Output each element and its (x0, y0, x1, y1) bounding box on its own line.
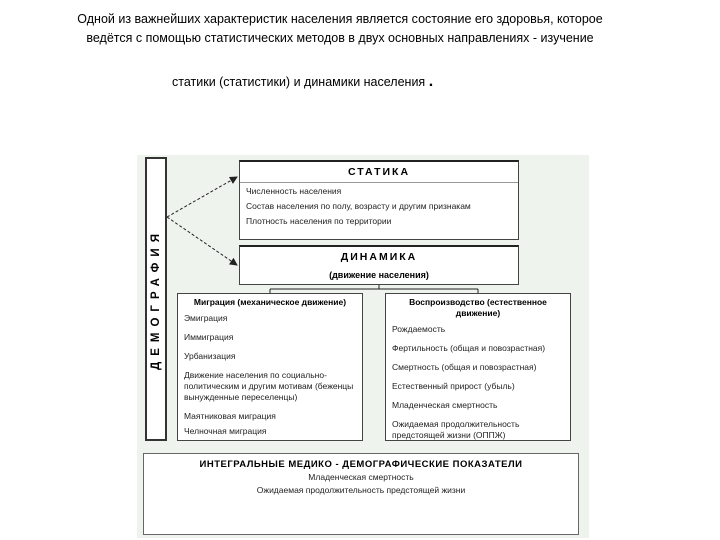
intro-line-1: Одной из важнейших характеристик населения является состояние его здоровья, которое (77, 12, 603, 26)
reproduction-item: Смертность (общая и повозрастная) (392, 362, 537, 372)
migration-item: Движение населения по социально-политическим и другим мотивам (беженцы вынужденные переселенцы) (184, 370, 354, 402)
migration-item: Иммиграция (184, 332, 234, 342)
intro-line-3 (172, 72, 492, 92)
reproduction-title: Воспроизводство (естественное движение) (409, 297, 547, 318)
statika-title: СТАТИКА (240, 162, 518, 183)
arrow-to-statika (167, 177, 237, 217)
demography-vertical-box (145, 157, 167, 441)
migration-item: Урбанизация (184, 351, 236, 361)
demography-label: ДЕМОГРАФИЯ (150, 228, 162, 370)
migration-title: Миграция (механическое движение) (193, 297, 347, 307)
intro-line-2: ведётся с помощью статистических методов в двух основных направлениях - изучение (86, 31, 594, 45)
reproduction-item: Фертильность (общая и повозрастная) (392, 343, 546, 353)
reproduction-item: Рождаемость (392, 324, 446, 334)
demography-diagram (137, 155, 589, 538)
statika-item: Численность населения (246, 186, 342, 196)
intro-text (20, 10, 660, 90)
migration-item: Челночная миграция (184, 426, 267, 436)
reproduction-item: Естественный прирост (убыль) (392, 381, 515, 391)
migration-box (177, 293, 363, 441)
dinamika-subtitle: (движение населения) (329, 270, 429, 280)
reproduction-box (385, 293, 571, 441)
statika-box (239, 160, 519, 240)
integral-title: ИНТЕГРАЛЬНЫЕ МЕДИКО - ДЕМОГРАФИЧЕСКИЕ ПОКАЗАТЕЛИ (199, 459, 523, 470)
reproduction-item: Ожидаемая продолжительность предстоящей жизни (ОППЖ) (392, 419, 520, 440)
intro-line-3-text: статики (статистики) и динамики населения (172, 75, 426, 89)
statika-item: Плотность населения по территории (246, 216, 392, 226)
arrow-to-dinamika (167, 217, 237, 265)
dinamika-box (239, 245, 519, 285)
integral-item: Младенческая смертность (308, 472, 414, 482)
integral-item: Ожидаемая продолжительность предстоящей жизни (256, 485, 466, 495)
migration-item: Эмиграция (184, 313, 228, 323)
statika-item: Состав населения по полу, возрасту и другим признакам (246, 201, 471, 211)
intro-line-3-period: . (428, 73, 434, 90)
integral-indicators-box (143, 453, 579, 535)
migration-item: Маятниковая миграция (184, 411, 276, 421)
dinamika-title: ДИНАМИКА (340, 251, 418, 263)
reproduction-item: Младенческая смертность (392, 400, 498, 410)
